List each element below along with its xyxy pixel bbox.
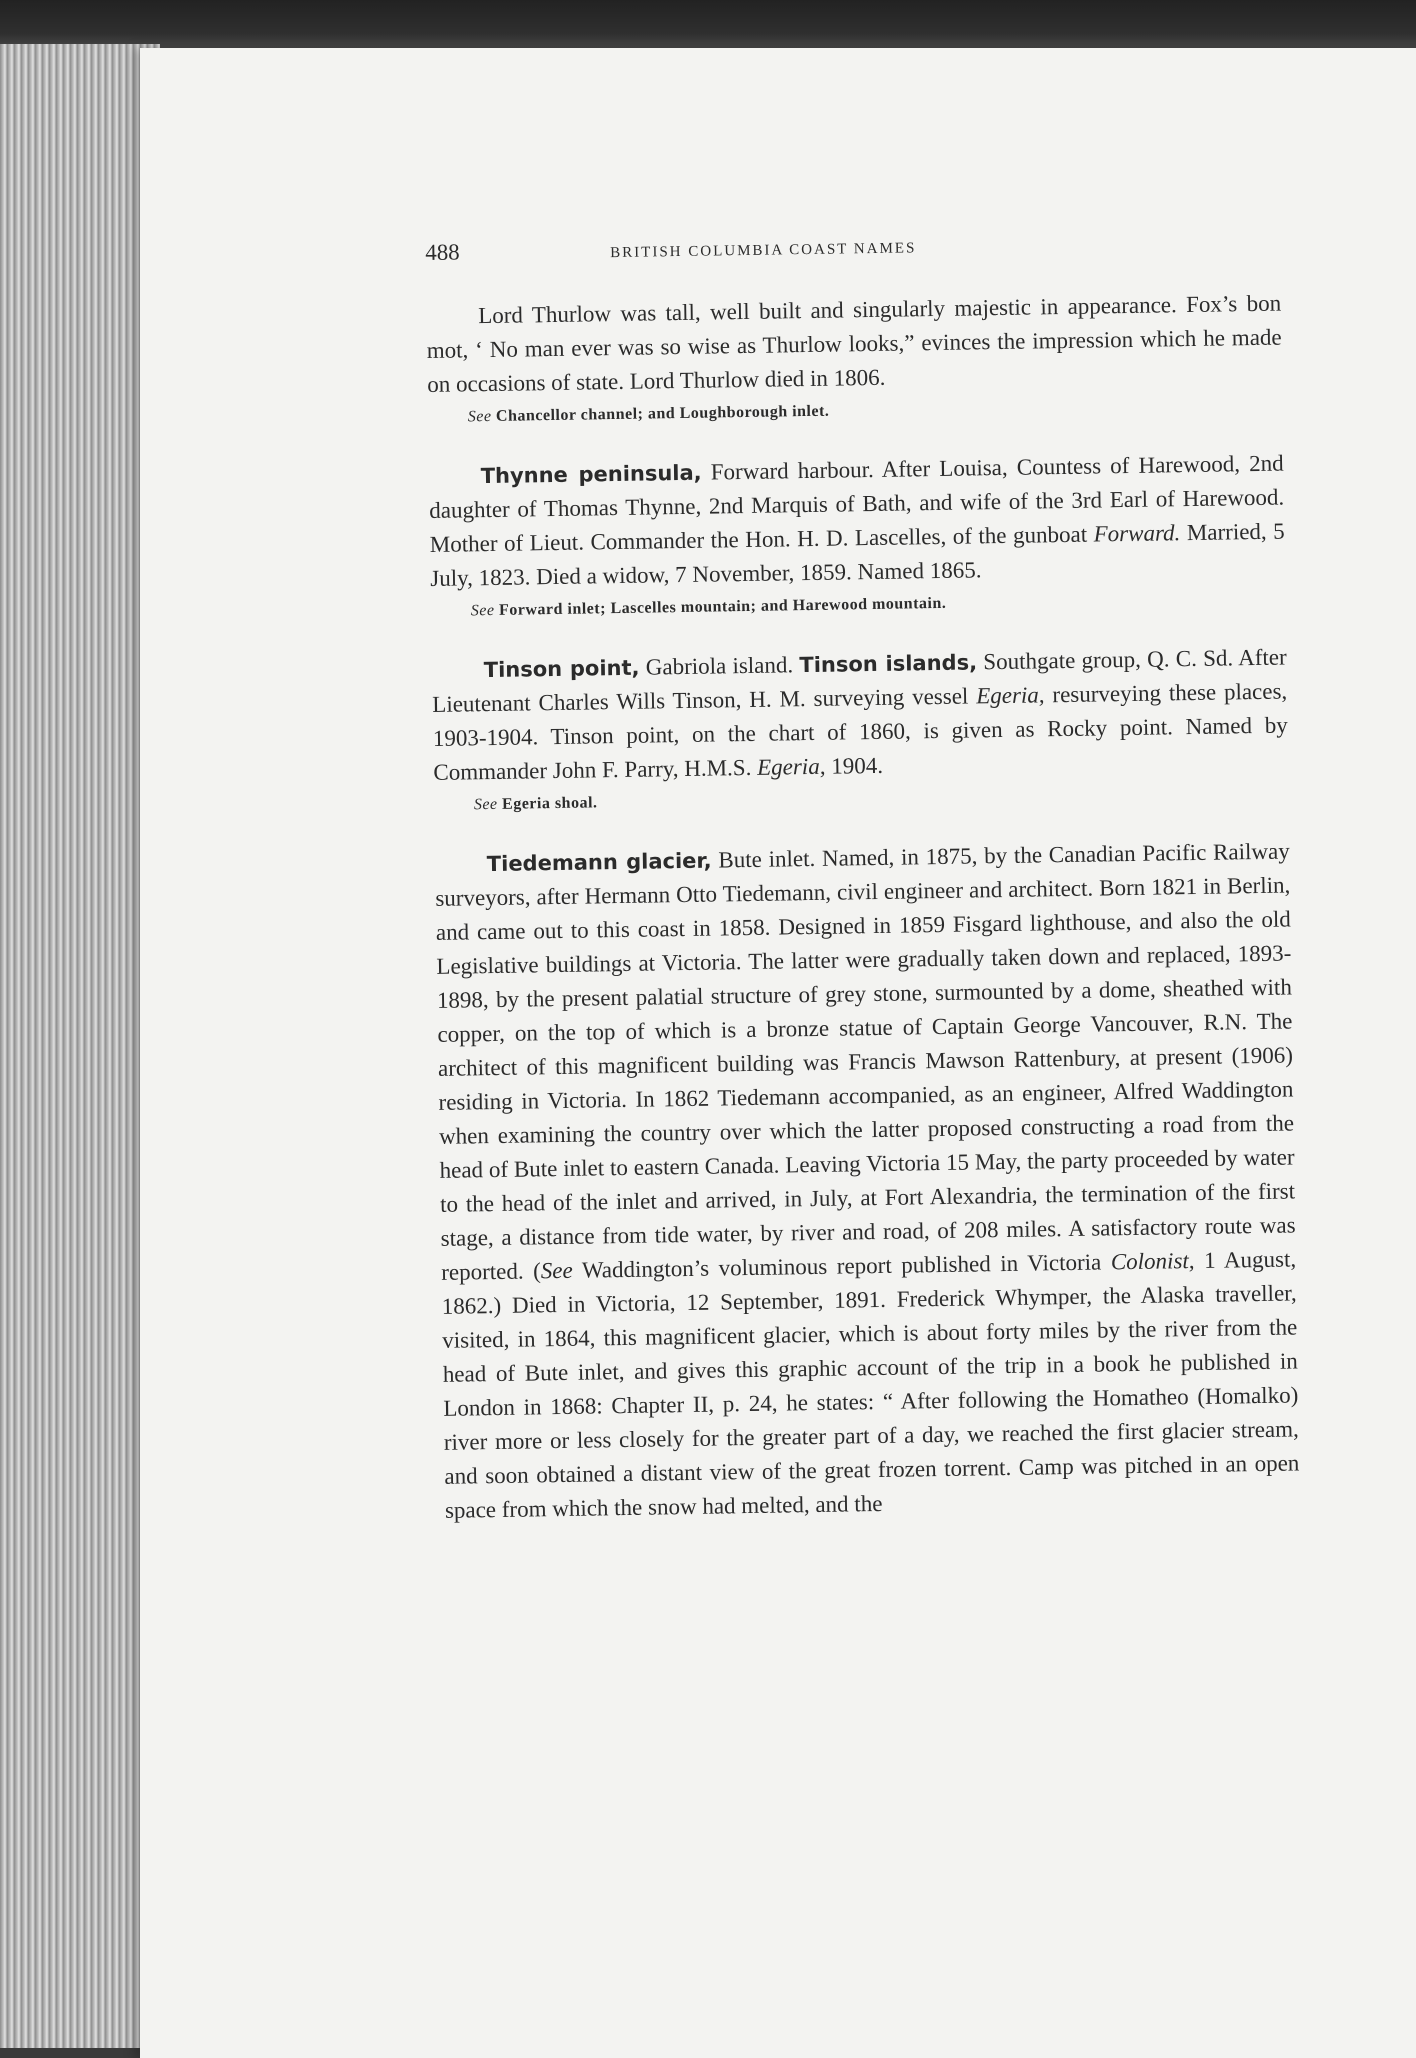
- tinson-entry: Tinson point, Gabriola island. Tinson islands, Southgate group, Q. C. Sd. After Lieutenant Charles Wills Tinson, H. M. surveying vessel Egeria, resurveying these places, 1903-1904. Tinson point, on the chart of 1860, is given as Rocky point. Named by Commander John F. Parry, H.M.S. Egeria, 1904.: [432, 644, 1288, 785]
- see-text: Chancellor channel; and Loughborough inlet.: [495, 402, 830, 425]
- thynne-entry: Thynne peninsula, Forward harbour. After Louisa, Countess of Harewood, 2nd daughter of Thomas Thynne, 2nd Marquis of Bath, and wife of the 3rd Earl of Harewood. Mother of Lieut. Commander the Hon. H. D. Lascelles, of the gunboat Forward. Married, 5 July, 1823. Died a widow, 7 November, 1859. Named 1865.: [429, 450, 1285, 591]
- see-word: See: [540, 1257, 573, 1284]
- newspaper-name: Colonist,: [1110, 1248, 1195, 1275]
- entry-heading: Tinson point,: [483, 655, 640, 683]
- entry-heading: Tiedemann glacier,: [486, 848, 712, 877]
- vessel-name: Egeria,: [976, 682, 1045, 709]
- thurlow-paragraph: Lord Thurlow was tall, well built and singularly majestic in appearance. Fox’s bon mot, ‘ No man ever was so wise as Thurlow looks,” evinces the impression which he made on occasions of state. Lord Thurlow died in 1806.: [426, 290, 1282, 397]
- page-number: 488: [425, 239, 460, 265]
- vessel-name: Forward.: [1093, 520, 1181, 547]
- tiedemann-entry: Tiedemann glacier, Bute inlet. Named, in 1875, by the Canadian Pacific Railway surveyors, after Hermann Otto Tiedemann, civil engineer and architect. Born 1821 in Berlin, and came out to this coast in 1858. Designed in 1859 Fisgard lighthouse, and also the old Legislative buildings at Victoria. The latter were gradually taken down and replaced, 1893-1898, by the present palatial structure of grey stone, surmounted by a dome, sheathed with copper, on the top of which is a bronze statue of Captain George Vancouver, R.N. The architect of this magnificent building was Francis Mawson Rattenbury, at present (1906) residing in Victoria. In 1862 Tiedemann accompanied, as an engineer, Alfred Waddington when examining the country over which the latter proposed constructing a road from the head of Bute inlet to eastern Canada. Leaving Victoria 15 May, the party proceeded by water to the head of the inlet and arrived, in July, at Fort Alexandria, the termination of the first stage, a distance from tide water, by river and road, of 208 miles. A satisfactory route was reported. (See Waddington’s voluminous report published in Victoria Colonist, 1 August, 1862.) Died in Victoria, 12 September, 1891. Frederick Whymper, the Alaska traveller, visited, in 1864, this magnificent glacier, which is about forty miles by the river from the head of Bute inlet, and gives this graphic account of the trip in a book he published in London in 1868: Chapter II, p. 24, he states: “ After following the Homatheo (Homalko) river more or less closely for the greater part of a day, we reached the first glacier stream, and soon obtained a distant view of the great frozen torrent. Camp was pitched in an open space from which the snow had melted, and the: [435, 838, 1300, 1523]
- see-label: See: [467, 407, 492, 426]
- see-text: Egeria shoal.: [501, 794, 598, 813]
- see-label: See: [473, 795, 498, 814]
- entry-heading: Thynne peninsula,: [480, 460, 702, 489]
- vessel-name: Egeria,: [756, 753, 826, 780]
- page-content: [425, 227, 1300, 1528]
- running-title: BRITISH COLUMBIA COAST NAMES: [610, 240, 917, 262]
- see-label: See: [470, 601, 495, 620]
- see-text: Forward inlet; Lascelles mountain; and Harewood mountain.: [498, 594, 947, 619]
- book-page-edges: [0, 44, 160, 2048]
- entry-heading: Tinson islands,: [799, 650, 978, 678]
